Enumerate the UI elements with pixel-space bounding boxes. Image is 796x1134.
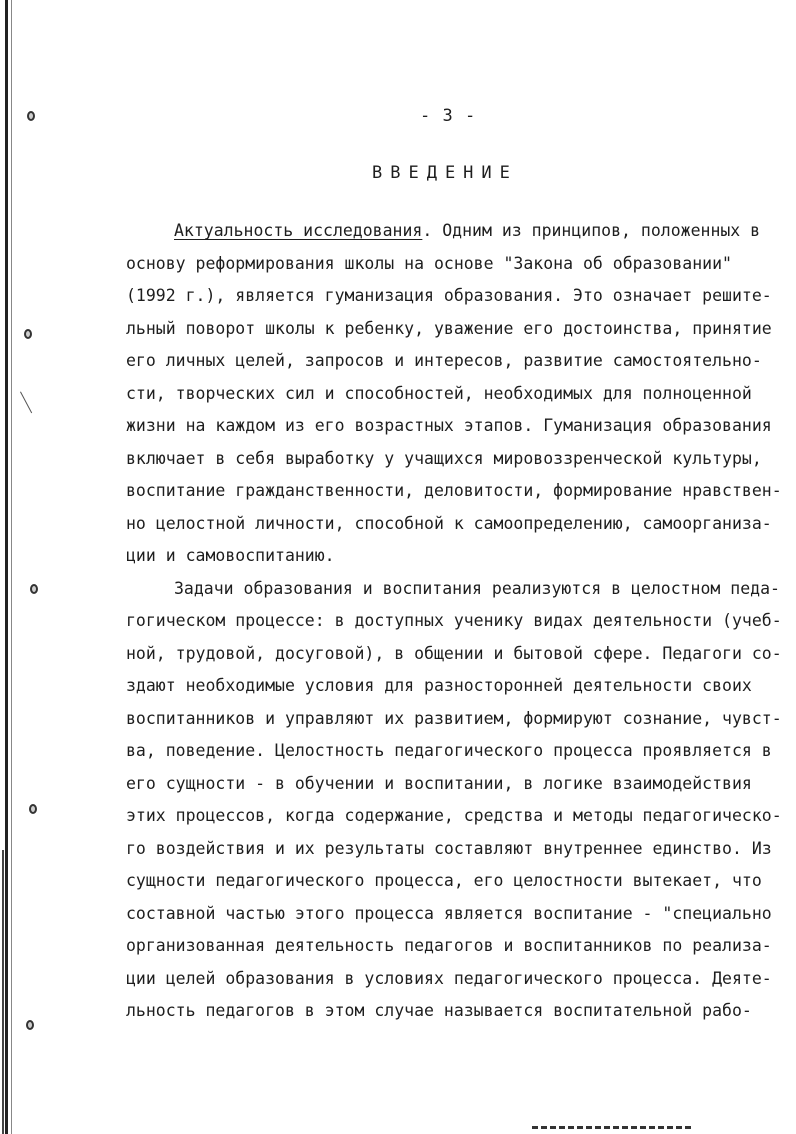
paragraph-2-line: воспитанников и управляют их развитием, формируют сознание, чувст- bbox=[126, 709, 782, 728]
punch-hole bbox=[30, 584, 38, 594]
paragraph-2-line: организованная деятельность педагогов и воспитанников по реализа- bbox=[126, 936, 772, 955]
paragraph-1-first-line-rest: . Одним из принципов, положенных в bbox=[422, 221, 761, 240]
punch-hole bbox=[24, 329, 32, 339]
paragraph-2-line: го воздействия и их результаты составляют внутреннее единство. Из bbox=[126, 839, 772, 858]
relevance-label: Актуальность исследования bbox=[174, 221, 423, 240]
paragraph-1-line: сти, творческих сил и способностей, необходимых для полноценной bbox=[126, 384, 752, 403]
punch-hole bbox=[26, 1020, 34, 1030]
paragraph-1-line-1 bbox=[174, 221, 760, 241]
paragraph-1-line: его личных целей, запросов и интересов, развитие самостоятельно- bbox=[126, 351, 762, 370]
binding-edge-shadow bbox=[2, 850, 4, 1134]
scan-bottom-mark bbox=[532, 1126, 692, 1129]
paragraph-2-line: гогическом процессе: в доступных ученику видах деятельности (учеб- bbox=[126, 611, 782, 630]
paragraph-2-line: этих процессов, когда содержание, средства и методы педагогическо- bbox=[126, 806, 782, 825]
paragraph-2-line: Задачи образования и воспитания реализуются в целостном педа- bbox=[174, 579, 780, 598]
paragraph-2-line: здают необходимые условия для разносторонней деятельности своих bbox=[126, 676, 752, 695]
binding-edge-line bbox=[11, 0, 12, 1134]
paragraph-1-line: воспитание гражданственности, деловитости, формирование нравствен- bbox=[126, 481, 782, 500]
paragraph-1-line: льный поворот школы к ребенку, уважение его достоинства, принятие bbox=[126, 319, 772, 338]
page-number: - 3 - bbox=[420, 106, 477, 126]
paragraph-2-line: ва, поведение. Целостность педагогического процесса проявляется в bbox=[126, 741, 772, 760]
paragraph-1-line: но целостной личности, способной к самоопределению, самоорганиза- bbox=[126, 514, 772, 533]
paragraph-2-line: составной частью этого процесса является воспитание - "специально bbox=[126, 904, 772, 923]
page-heading: ВВЕДЕНИЕ bbox=[372, 163, 518, 183]
paragraph-2-line: ной, трудовой, досуговой), в общении и бытовой сфере. Педагоги со- bbox=[126, 644, 782, 663]
binding-edge bbox=[5, 0, 8, 1134]
paragraph-2-line: его сущности - в обучении и воспитании, в логике взаимодействия bbox=[126, 774, 752, 793]
paragraph-2-line: ции целей образования в условиях педагогического процесса. Деяте- bbox=[126, 969, 772, 988]
paragraph-1-line: основу реформирования школы на основе "Закона об образовании" bbox=[126, 254, 732, 273]
paragraph-1-line: включает в себя выработку у учащихся мировоззренческой культуры, bbox=[126, 449, 762, 468]
paragraph-2-line: льность педагогов в этом случае называется воспитательной рабо- bbox=[126, 1001, 752, 1020]
paragraph-1-line: ции и самовоспитанию. bbox=[126, 546, 335, 565]
paragraph-2-line: сущности педагогического процесса, его целостности вытекает, что bbox=[126, 871, 762, 890]
punch-hole bbox=[29, 804, 37, 814]
punch-hole bbox=[27, 111, 35, 121]
paragraph-1-line: жизни на каждом из его возрастных этапов. Гуманизация образования bbox=[126, 416, 772, 435]
paragraph-1-line: (1992 г.), является гуманизация образования. Это означает решите- bbox=[126, 286, 772, 305]
scan-scratch bbox=[20, 392, 32, 414]
